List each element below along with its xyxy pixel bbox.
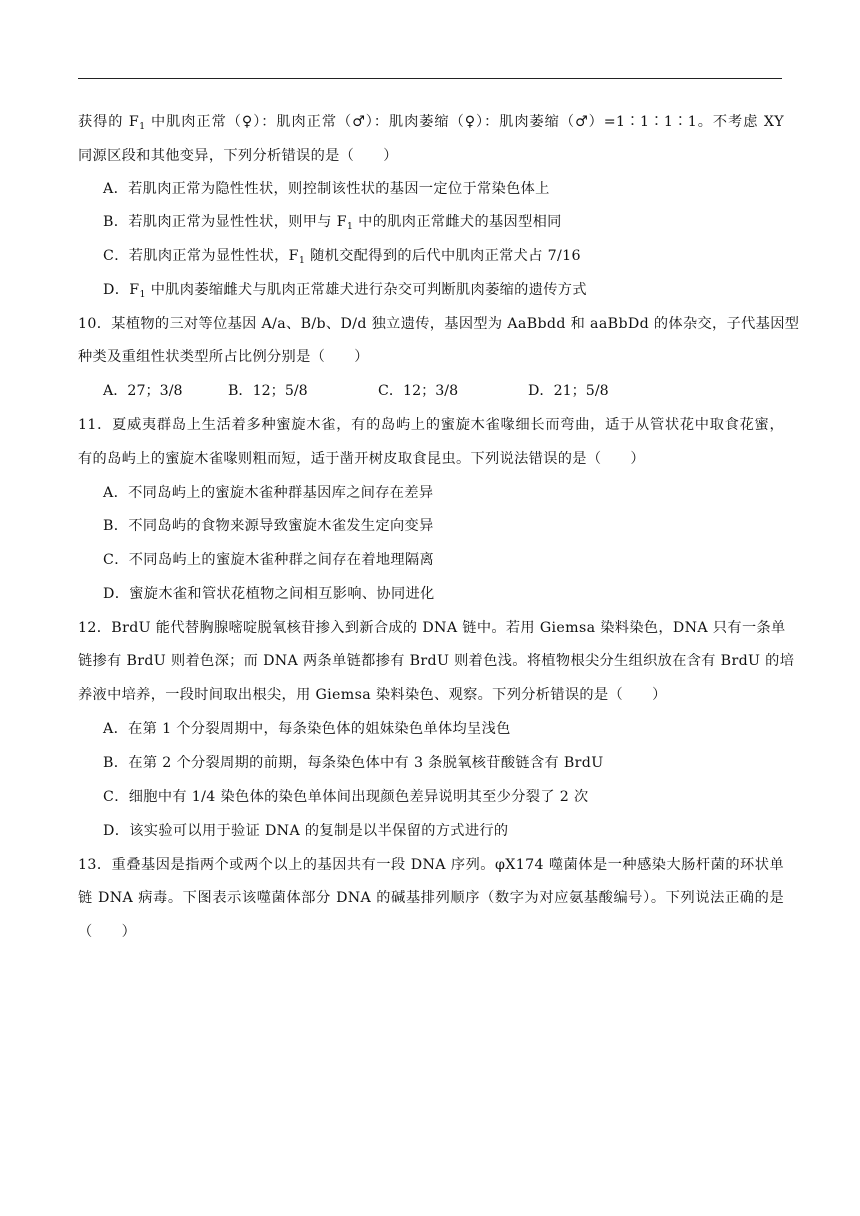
q11-option-a: A．不同岛屿上的蜜旋木雀种群基因库之间存在差异: [103, 485, 434, 501]
q10-stem-line-2: 种类及重组性状类型所占比例分别是（ ）: [78, 349, 369, 365]
q11-option-d: D．蜜旋木雀和管状花植物之间相互影响、协同进化: [103, 586, 435, 602]
q11-stem-line-1: 11．夏威夷群岛上生活着多种蜜旋木雀，有的岛屿上的蜜旋木雀喙细长而弯曲，适于从管状花中取食花蜜，: [78, 417, 784, 433]
q13-stem-line-3: （ ）: [78, 924, 137, 940]
q12-option-a: A．在第 1 个分裂周期中，每条染色体的姐妹染色单体均呈浅色: [103, 721, 511, 737]
q9-option-d: D．$F_1$ 中肌肉萎缩雌犬与肌肉正常雄犬进行杂交可判断肌肉萎缩的遗传方式: [103, 282, 587, 300]
q13-stem-line-2: 链 DNA 病毒。下图表示该噬菌体部分 DNA 的碱基排列顺序（数字为对应氨基酸编号）。下列说法正确的是: [78, 890, 784, 906]
q10-option-c: C．12；3/8: [378, 383, 459, 399]
q12-option-d: D．该实验可以用于验证 DNA 的复制是以半保留的方式进行的: [103, 823, 509, 839]
q9-option-b: B．若肌肉正常为显性性状，则甲与 $F_1$ 中的肌肉正常雌犬的基因型相同: [103, 214, 562, 232]
q10-stem-line-1: 10．某植物的三对等位基因 A/a、B/b、D/d 独立遗传，基因型为 AaBbdd 和 aaBbDd 的体杂交，子代基因型: [78, 316, 800, 332]
q9-stem-line-2: 同源区段和其他变异，下列分析错误的是（ ）: [78, 148, 398, 164]
q9-option-a: A．若肌肉正常为隐性性状，则控制该性状的基因一定位于常染色体上: [103, 181, 550, 197]
q12-stem-line-2: 链掺有 BrdU 则着色深；而 DNA 两条单链都掺有 BrdU 则着色浅。将植物根尖分生组织放在含有 BrdU 的培: [78, 653, 795, 669]
q13-stem-line-1: 13．重叠基因是指两个或两个以上的基因共有一段 DNA 序列。φX174 噬菌体是一种感染大肠杆菌的环状单: [78, 857, 784, 873]
header-rule: [78, 78, 782, 79]
q11-option-b: B．不同岛屿的食物来源导致蜜旋木雀发生定向变异: [103, 518, 434, 534]
q9-stem-line-1: 获得的 $F_1$ 中肌肉正常（♀）：肌肉正常（♂）：肌肉萎缩（♀）：肌肉萎缩（♂）=1∶1∶1∶1。不考虑 XY: [78, 114, 784, 132]
q11-option-c: C．不同岛屿上的蜜旋木雀种群之间存在着地理隔离: [103, 552, 435, 568]
q11-stem-line-2: 有的岛屿上的蜜旋木雀喙则粗而短，适于凿开树皮取食昆虫。下列说法错误的是（ ）: [78, 451, 645, 467]
q10-option-b: B．12；5/8: [228, 383, 308, 399]
q10-option-a: A．27；3/8: [103, 383, 183, 399]
q12-stem-line-1: 12．BrdU 能代替胸腺嘧啶脱氧核苷掺入到新合成的 DNA 链中。若用 Giemsa 染料染色，DNA 只有一条单: [78, 620, 786, 636]
q12-option-c: C．细胞中有 1/4 染色体的染色单体间出现颜色差异说明其至少分裂了 2 次: [103, 789, 589, 805]
q12-stem-line-3: 养液中培养，一段时间取出根尖，用 Giemsa 染料染色、观察。下列分析错误的是（ ）: [78, 687, 667, 703]
q10-option-d: D．21；5/8: [528, 383, 609, 399]
q9-option-c: C．若肌肉正常为显性性状，$F_1$ 随机交配得到的后代中肌肉正常犬占 7/16: [103, 248, 581, 266]
q12-option-b: B．在第 2 个分裂周期的前期，每条染色体中有 3 条脱氧核苷酸链含有 BrdU: [103, 755, 604, 771]
